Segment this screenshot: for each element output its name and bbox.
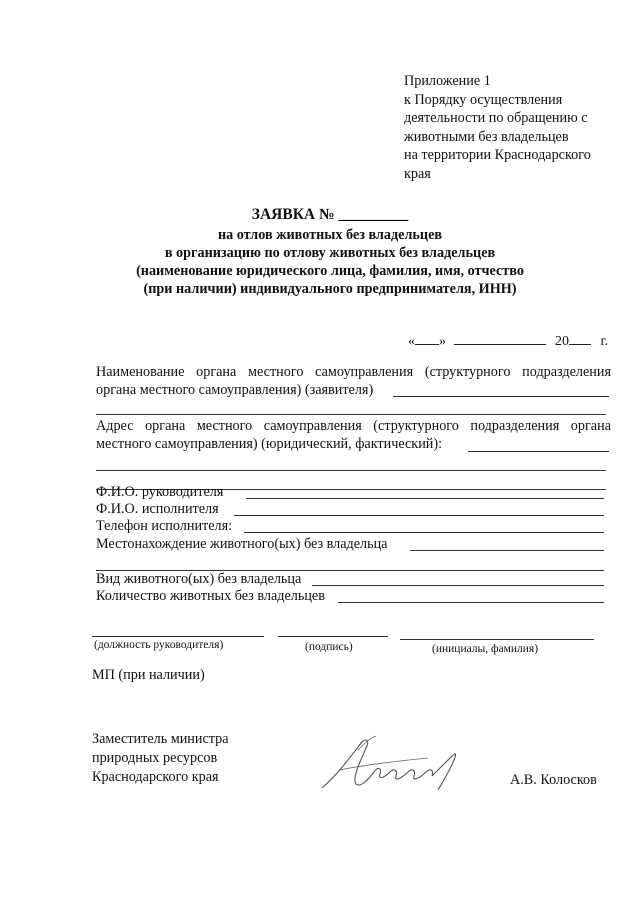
date-open-quote: « xyxy=(408,334,415,349)
executor-phone-field[interactable] xyxy=(244,532,604,533)
title-line: (при наличии) индивидуального предпринимателя, ИНН) xyxy=(143,281,517,297)
title-line: в организацию по отлову животных без владельцев xyxy=(164,245,496,261)
animal-location-label: Местонахождение животного(ых) без владельца xyxy=(96,536,388,552)
stamp-note: МП (при наличии) xyxy=(92,667,205,683)
annex-line: животными без владельцев xyxy=(404,128,569,145)
signer-position xyxy=(92,730,229,787)
signature-caption: (подпись) xyxy=(305,641,353,653)
authority-name-label: Наименование органа местного самоуправления (структурного подразделения органа местного самоуправления) (заявителя) xyxy=(96,364,611,398)
position-signature-line[interactable] xyxy=(92,636,264,637)
signer-name: А.В. Колосков xyxy=(510,772,597,788)
authority-address-label: Адрес органа местного самоуправления (структурного подразделения органа местного самоуправления) (юридический, фактический): xyxy=(96,418,611,452)
signer-position-line: Заместитель министра xyxy=(92,731,229,747)
head-name-label: Ф.И.О. руководителя xyxy=(96,484,224,500)
application-title: ЗАЯВКА № _________ xyxy=(251,206,409,223)
animal-count-label: Количество животных без владельцев xyxy=(96,588,325,604)
initials-signature-line[interactable] xyxy=(400,639,594,640)
animal-kind-label: Вид животного(ых) без владельца xyxy=(96,571,302,587)
annex-header xyxy=(404,72,619,183)
head-name-field[interactable] xyxy=(246,498,604,499)
authority-name-field[interactable] xyxy=(393,396,609,397)
date-close-quote: » xyxy=(439,334,446,349)
title-line: на отлов животных без владельцев xyxy=(217,227,443,243)
annex-line: на территории Краснодарского xyxy=(404,147,591,163)
date-year-suffix: г. xyxy=(600,334,609,349)
position-caption: (должность руководителя) xyxy=(94,639,224,651)
date-year-prefix: 20 xyxy=(555,334,569,349)
authority-address-field-line2[interactable] xyxy=(96,470,606,471)
date-line xyxy=(408,332,608,350)
annex-line: деятельности по обращению с xyxy=(404,110,588,126)
date-day-field[interactable] xyxy=(415,332,439,345)
initials-caption: (инициалы, фамилия) xyxy=(432,643,539,655)
date-year-field[interactable] xyxy=(569,332,591,345)
executor-name-label: Ф.И.О. исполнителя xyxy=(96,501,219,517)
handwritten-signature xyxy=(318,730,468,800)
animal-location-field[interactable] xyxy=(410,550,604,551)
executor-phone-label: Телефон исполнителя: xyxy=(96,518,233,534)
authority-name-field-line2[interactable] xyxy=(96,414,606,415)
authority-address-field[interactable] xyxy=(468,451,609,452)
date-month-field[interactable] xyxy=(454,332,546,345)
annex-line: к Порядку осуществления xyxy=(404,91,563,108)
signature-line[interactable] xyxy=(278,636,388,637)
signer-position-line: природных ресурсов xyxy=(92,750,218,766)
animal-count-field[interactable] xyxy=(338,602,604,603)
annex-line: края xyxy=(404,165,431,182)
annex-line: Приложение 1 xyxy=(404,73,491,89)
animal-kind-field[interactable] xyxy=(312,585,604,586)
signer-position-line: Краснодарского края xyxy=(92,769,219,785)
title-line: (наименование юридического лица, фамилия, имя, отчество xyxy=(136,263,524,279)
executor-name-field[interactable] xyxy=(234,515,604,516)
